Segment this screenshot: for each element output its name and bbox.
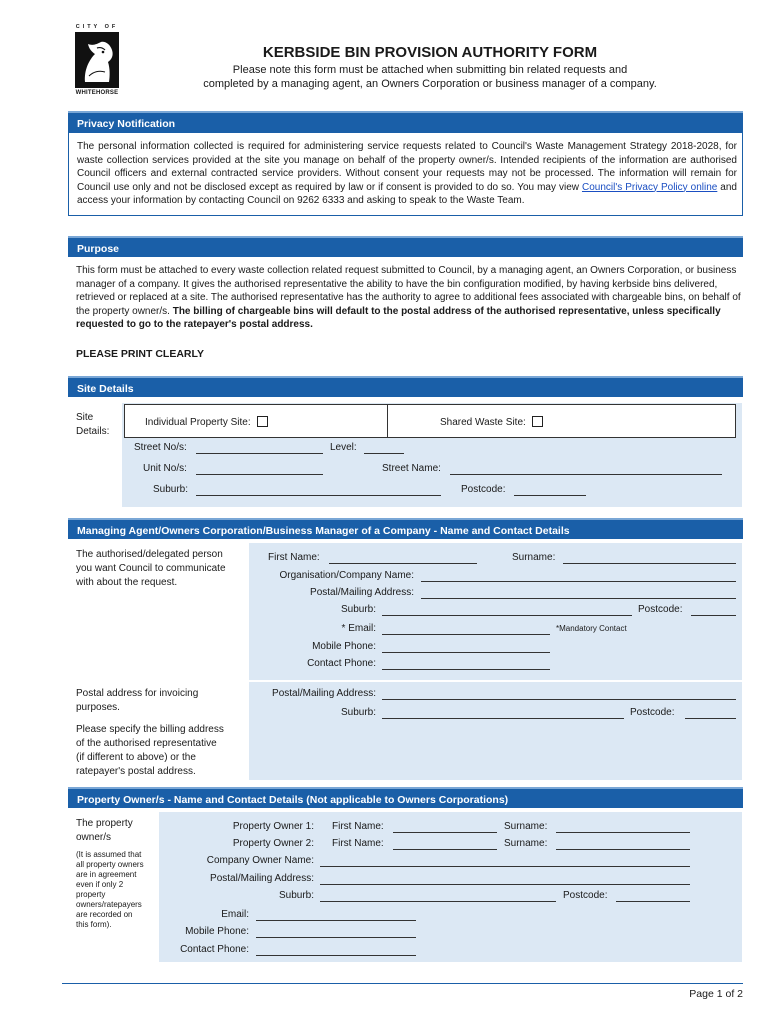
unit-nos-field[interactable] — [196, 474, 323, 475]
street-name-label: Street Name: — [382, 463, 441, 474]
agent-heading: Managing Agent/Owners Corporation/Business Manager of a Company - Name and Contact Details — [68, 518, 743, 539]
owner-email-field[interactable] — [256, 920, 416, 921]
invoice-desc-5: (if different to above) or the — [76, 752, 196, 763]
individual-site-checkbox-icon[interactable] — [257, 416, 268, 427]
street-nos-field[interactable] — [196, 453, 323, 454]
owner-postal-label: Postal/Mailing Address: — [210, 873, 314, 884]
level-field[interactable] — [364, 453, 404, 454]
site-suburb-field[interactable] — [196, 495, 441, 496]
form-title: KERBSIDE BIN PROVISION AUTHORITY FORM — [262, 44, 598, 61]
owner-note-line-2: all property owners — [76, 860, 144, 869]
page-number: Page 1 of 2 — [689, 988, 743, 1000]
purpose-text-bold: The billing of chargeable bins will default to the postal address of the authorised representative, unless specifically requested to go to the ratepayer's postal address. — [76, 305, 721, 330]
purpose-text — [76, 264, 741, 332]
purpose-heading: Purpose — [68, 236, 743, 257]
unit-nos-label: Unit No/s: — [143, 463, 187, 474]
owner-mobile-field[interactable] — [256, 937, 416, 938]
invoice-desc-4: of the authorised representative — [76, 738, 217, 749]
site-side-label-2: Details: — [76, 426, 110, 437]
owner-assumption-note — [76, 850, 156, 930]
print-clearly-note: PLEASE PRINT CLEARLY — [76, 348, 204, 360]
agent-surname-field[interactable] — [563, 563, 736, 564]
owner1-label: Property Owner 1: — [232, 821, 314, 832]
form-subtitle — [160, 63, 700, 91]
agent-contact-label: Contact Phone: — [307, 658, 376, 669]
agent-surname-label: Surname: — [512, 552, 556, 563]
agent-suburb-field[interactable] — [382, 615, 632, 616]
privacy-text-part-2: and access your information by contacting Council on 9262 6333 and asking to speak to the Waste Team. — [77, 181, 737, 206]
owner-note-line-6: owners/ratepayers — [76, 900, 142, 909]
footer-divider — [62, 983, 743, 984]
invoice-postcode-field[interactable] — [685, 718, 736, 719]
invoice-suburb-field[interactable] — [382, 718, 624, 719]
agent-desc-1: The authorised/delegated person — [76, 549, 223, 560]
agent-contact-field[interactable] — [382, 669, 550, 670]
agent-org-label: Organisation/Company Name: — [279, 570, 414, 581]
agent-org-field[interactable] — [421, 581, 736, 582]
council-logo — [73, 24, 121, 100]
owner-note-line-5: property — [76, 890, 106, 899]
privacy-heading: Privacy Notification — [68, 111, 743, 132]
company-owner-field[interactable] — [320, 866, 690, 867]
owner-desc-1: The property — [76, 818, 133, 829]
agent-postal-label: Postal/Mailing Address: — [310, 587, 414, 598]
agent-suburb-label: Suburb: — [340, 604, 376, 615]
company-owner-label: Company Owner Name: — [206, 855, 314, 866]
owner-heading: Property Owner/s - Name and Contact Details (Not applicable to Owners Corporations) — [68, 787, 743, 808]
shared-site-label: Shared Waste Site: — [440, 417, 526, 428]
owner2-first-name-label: First Name: — [332, 838, 384, 849]
owner-suburb-field[interactable] — [320, 901, 556, 902]
site-details-heading: Site Details — [68, 376, 743, 397]
owner-note-line-7: are recorded on — [76, 910, 133, 919]
owner-email-label: Email: — [221, 909, 249, 920]
street-name-field[interactable] — [450, 474, 722, 475]
owner-contact-field[interactable] — [256, 955, 416, 956]
site-postcode-label: Postcode: — [461, 484, 506, 495]
agent-email-field[interactable] — [382, 634, 550, 635]
invoice-desc-2: purposes. — [76, 702, 120, 713]
agent-email-label: * Email: — [341, 623, 376, 634]
owner1-first-name-field[interactable] — [393, 832, 497, 833]
owner-contact-label: Contact Phone: — [180, 944, 249, 955]
site-postcode-field[interactable] — [514, 495, 586, 496]
agent-desc-2: you want Council to communicate — [76, 563, 226, 574]
owner-mobile-label: Mobile Phone: — [185, 926, 249, 937]
invoice-postal-label: Postal/Mailing Address: — [272, 688, 376, 699]
owner1-surname-field[interactable] — [556, 832, 690, 833]
individual-site-label: Individual Property Site: — [145, 417, 251, 428]
shared-site-checkbox-icon[interactable] — [532, 416, 543, 427]
owner1-surname-label: Surname: — [504, 821, 548, 832]
owner2-surname-field[interactable] — [556, 849, 690, 850]
owner-note-line-3: are in agreement — [76, 870, 137, 879]
street-nos-label: Street No/s: — [134, 442, 187, 453]
owner-postcode-label: Postcode: — [563, 890, 608, 901]
level-label: Level: — [330, 442, 357, 453]
privacy-text-part-1: The personal information collected is required for administering service requests related to Council's Waste Management Strategy 2018-2028, for waste collection services provided at the site you manage on behalf of the property owner/s. Intended recipients of the information are authorised Council officers and external contracted service providers. Without consent your requests may not be processed. The information will remain for Council use only and not be disclosed except as required by law or if consent is provided to do so. You may view — [77, 141, 737, 193]
owner-note-line-8: this form). — [76, 920, 112, 929]
owner-postal-field[interactable] — [320, 884, 690, 885]
site-suburb-label: Suburb: — [153, 484, 189, 495]
logo-city-text: CITY OF — [75, 24, 119, 30]
individual-site-option[interactable] — [145, 416, 268, 428]
owner-desc-2: owner/s — [76, 832, 112, 843]
owner-contact-panel — [159, 812, 742, 962]
owner-note-line-1: (It is assumed that — [76, 850, 142, 859]
invoice-suburb-label: Suburb: — [340, 707, 376, 718]
privacy-policy-link[interactable]: Council's Privacy Policy online — [581, 181, 718, 193]
logo-name-text: WHITEHORSE — [75, 90, 119, 96]
agent-mobile-field[interactable] — [382, 652, 550, 653]
subtitle-line-1: Please note this form must be attached when submitting bin related requests and — [232, 64, 628, 76]
owner2-label: Property Owner 2: — [232, 838, 314, 849]
invoice-postal-field[interactable] — [382, 699, 736, 700]
owner2-first-name-field[interactable] — [393, 849, 497, 850]
invoice-desc-3: Please specify the billing address — [76, 724, 224, 735]
mandatory-contact-note: *Mandatory Contact — [556, 624, 627, 633]
invoice-desc-1: Postal address for invoicing — [76, 688, 199, 699]
subtitle-line-2: completed by a managing agent, an Owners Corporation or business manager of a company. — [203, 78, 657, 90]
owner-suburb-label: Suburb: — [278, 890, 314, 901]
invoice-postcode-label: Postcode: — [630, 707, 675, 718]
agent-postcode-label: Postcode: — [638, 604, 683, 615]
privacy-text — [77, 140, 737, 208]
owner-postcode-field[interactable] — [616, 901, 690, 902]
horse-head-logo-icon — [75, 32, 119, 88]
owner-note-line-4: even if only 2 — [76, 880, 124, 889]
owner1-first-name-label: First Name: — [332, 821, 384, 832]
agent-desc-3: with about the request. — [76, 577, 178, 588]
agent-first-name-field[interactable] — [329, 563, 477, 564]
agent-postcode-field[interactable] — [691, 615, 736, 616]
agent-mobile-label: Mobile Phone: — [312, 641, 376, 652]
invoice-desc-6: ratepayer's postal address. — [76, 766, 196, 777]
shared-site-option[interactable] — [440, 416, 543, 428]
site-side-label-1: Site — [76, 412, 94, 423]
agent-first-name-label: First Name: — [268, 552, 320, 563]
purpose-text-normal: This form must be attached to every waste collection related request submitted to Council, by a managing agent, an Owners Corporation, or business manager of a company. It gives the authorised representative the ability to have the bin configuration modified, by having kerbside bins delivered, retrieved or replaced at a site. The authorised representative has the authority to agree to additional fees associated with chargeable bins, on behalf of the property owner/s. — [76, 265, 741, 317]
owner2-surname-label: Surname: — [504, 838, 548, 849]
agent-postal-field[interactable] — [421, 598, 736, 599]
